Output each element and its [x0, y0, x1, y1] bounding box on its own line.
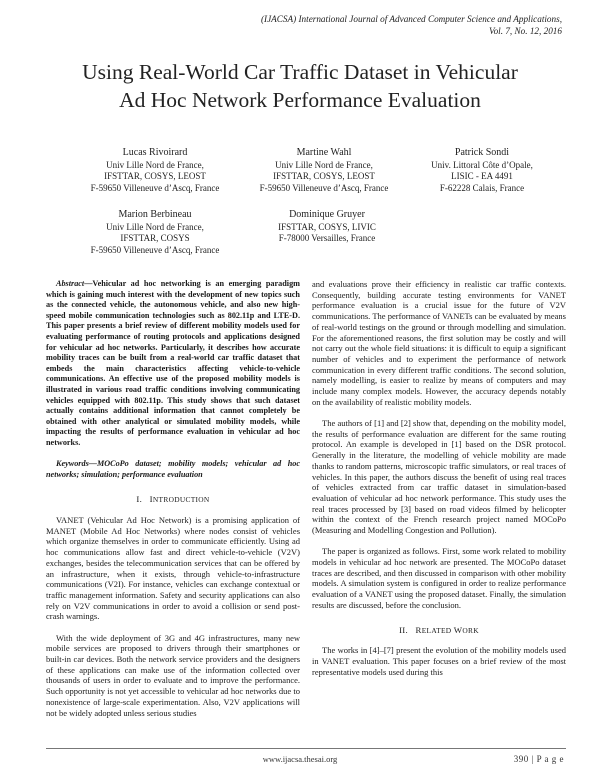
section-number: I. — [136, 494, 143, 505]
author-name: Dominique Gruyer — [289, 209, 365, 220]
journal-header — [182, 13, 562, 37]
paragraph: The works in [4]–[7] present the evolution of the mobility models used in VANET evaluation. This paper focuses on a brief review of the most representative models used during this — [312, 645, 566, 677]
abstract-label: Abstract — [56, 279, 85, 288]
author-affiliation: F-59650 Villeneuve d’Ascq, France — [90, 244, 220, 255]
footer-url[interactable]: www.ijacsa.thesai.org — [262, 754, 338, 764]
author-affiliation: Univ. Littoral Côte d’Opale, — [431, 160, 533, 170]
paragraph: and evaluations prove their efficiency in realistic car traffic contexts. Consequently, building accurate testing environments for VANET performance evaluation is a crucial issue for the future of V2V communications. The performance of VANETs can be evaluated by means of real-world testings on the ground or through modelling and simulation. For the aforementioned reasons, the first solution may be costly and will not carry out the whole field situations: it is difficult to equip a significant number of vehicles and to experiment the performance of network communication in every different traffic conditions. The second solution, namely modelling, is easier to realize by means of computers and may include many complex models. However, the accuracy depends notably on the availability of realistic mobility models. — [312, 279, 566, 407]
author-affiliation: Univ Lille Nord de France, — [106, 222, 204, 232]
section-title-initial: I — [149, 494, 153, 505]
left-column — [46, 279, 300, 729]
author-name: Martine Wahl — [296, 147, 352, 158]
keywords-label: Keywords — [56, 459, 89, 469]
author-name: Lucas Rivoirard — [122, 147, 188, 158]
author-affiliation: Univ Lille Nord de France, — [106, 160, 204, 170]
keywords-text: —MOCoPo dataset; mobility models; vehicular ad hoc networks; simulation; performance evaluation — [46, 459, 300, 479]
author-block — [80, 208, 230, 256]
journal-line-2: Vol. 7, No. 12, 2016 — [489, 26, 562, 36]
author-block — [249, 146, 399, 194]
author-affiliation: IFSTTAR, COSYS, LEOST — [273, 171, 375, 182]
section-title-rest: ELATED — [421, 625, 452, 635]
section-title-rest: NTRODUCTION — [152, 495, 210, 505]
section-title-initial: R — [415, 624, 422, 635]
journal-line-1: (IJACSA) International Journal of Advanced Computer Science and Applications, — [260, 14, 562, 24]
section-number: II. — [399, 624, 409, 635]
title-line-2: Ad Hoc Network Performance Evaluation — [119, 88, 481, 112]
author-affiliation: IFSTTAR, COSYS, LIVIC — [278, 222, 376, 232]
title-line-1: Using Real-World Car Traffic Dataset in Vehicular — [82, 60, 518, 84]
paragraph: The authors of [1] and [2] show that, depending on the mobility model, the results of performance evaluation are different for the same routing protocol. An example is developed in [1] based on the DSR protocol. Generally in the literature, the modelling of vehicle mobility are made thanks to random patterns, microscopic traffic simulators, or real traces of vehicles. In this paper, the authors discuss the benefit of using real traces of vehicles extracted from car traffic dataset in simulation-based evaluation of vehicular ad hoc network performance. This study uses the real traces processed by [3] based on road videos filmed by helicopter within the context of the French research project named MOCoPo (Measuring and Modelling Congestion and Pollution). — [312, 418, 566, 536]
footer-divider — [46, 748, 566, 749]
author-block — [252, 208, 402, 245]
author-affiliation: IFSTTAR, COSYS — [120, 233, 190, 244]
right-column — [312, 279, 566, 688]
abstract — [46, 279, 300, 449]
abstract-text: —Vehicular ad hoc networking is an emerging paradigm which is gaining much interest with the development of new topics such as the connected vehicle, the autonomous vehicle, and also new high-speed mobile communication technologies such as 802.11p and LTE-D. This paper presents a brief review of different mobility models used for evaluating performance of routing protocols and applications designed for vehicular ad hoc networks. Particularly, it describes how accurate mobility traces can be built from a real-world car traffic dataset that embeds the main characteristics affecting vehicle-to-vehicle communications. An effective use of the proposed mobility models is illustrated in various road traffic conditions involving communicating vehicles equipped with 802.11p. This study shows that such dataset actually contains additional information that cannot completely be obtained with other analytical or simulated mobility models, while impacting the results of performance evaluation in vehicular ad hoc networks. — [46, 279, 300, 447]
paragraph: The paper is organized as follows. First, some work related to mobility models in vehicular ad hoc network are presented. The MOCoPo dataset traces are described, and then discussed in comparison with other mobility models. A simulation system is configured in order to realize performance evaluation of a VANET using the proposed dataset. Finally, the simulation results are discussed, before the conclusion. — [312, 546, 566, 610]
author-affiliation: Univ Lille Nord de France, — [275, 160, 373, 170]
page-number: 390 | P a g e — [513, 754, 564, 764]
author-affiliation: IFSTTAR, COSYS, LEOST — [104, 171, 206, 182]
author-block — [80, 146, 230, 194]
section-heading-introduction — [46, 494, 300, 506]
section-title-rest: ORK — [462, 625, 479, 635]
author-affiliation: F-78000 Versailles, France — [278, 233, 376, 244]
author-affiliation: F-62228 Calais, France — [439, 182, 525, 193]
paper-title — [40, 58, 560, 114]
author-affiliation: LISIC - EA 4491 — [451, 171, 513, 182]
author-name: Marion Berbineau — [118, 209, 192, 220]
author-block — [407, 146, 557, 194]
paragraph: VANET (Vehicular Ad Hoc Network) is a promising application of MANET (Mobile Ad Hoc Networks) where nodes consist of vehicles which organize themselves in order to communicate efficiently. Using ad hoc communications allow fast and direct vehicle-to-vehicle (V2V) exchanges, besides the telecommunication services that can be offered by an infrastructure, when it exists, through vehicle-to-infrastructure communications (V2I). For instance, vehicles can exchange contextual or traffic management information. Safety and security applications can also rely on V2V communications in order to avoid a collision or send post-crash warnings. — [46, 514, 300, 622]
paragraph: With the wide deployment of 3G and 4G infrastructures, many new mobile services are proposed to drivers through their smartphones or built-in car devices. Both the network service providers and the designers of these applications can make use of the information collected over thousands of users in order to evaluate and to improve the performance. Such opportunity is not yet accessible to vehicular ad hoc networks due to nonexistence of large-scale experimentation. Also, V2V applications will not be widely adopted unless serious studies — [46, 632, 300, 718]
author-name: Patrick Sondi — [454, 147, 510, 158]
section-title-initial: W — [453, 624, 463, 635]
author-affiliation: F-59650 Villeneuve d’Ascq, France — [259, 182, 389, 193]
keywords — [46, 459, 300, 480]
section-heading-related-work — [312, 625, 566, 637]
author-affiliation: F-59650 Villeneuve d’Ascq, France — [90, 182, 220, 193]
